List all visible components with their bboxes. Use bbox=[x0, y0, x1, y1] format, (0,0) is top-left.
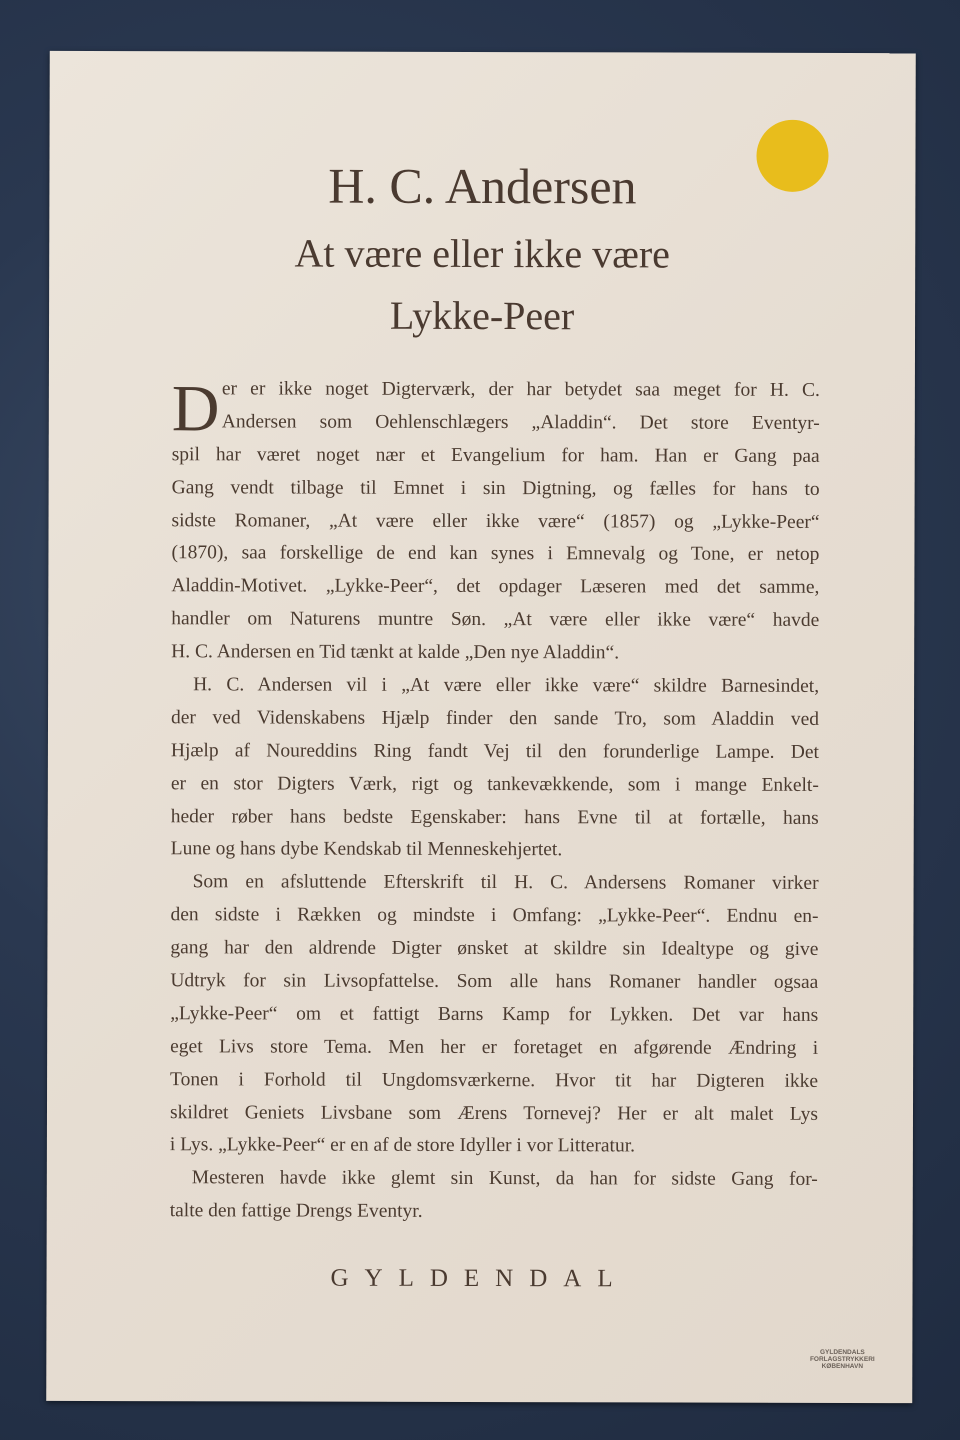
stamp-line: KØBENHAVN bbox=[821, 1362, 864, 1371]
text-line: er en stor Digters Værk, rigt og tankevækkende, som i mange Enkelt- bbox=[170, 772, 819, 796]
text-line: Mesteren havde ikke glemt sin Kunst, da han for sidste Gang for- bbox=[191, 1167, 818, 1191]
text-line: den sidste i Rækken og mindste i Omfang: „Lykke-Peer“. Endnu en- bbox=[170, 904, 819, 928]
text-line: der ved Videnskabens Hjælp finder den sande Tro, som Aladdin ved bbox=[170, 707, 820, 730]
text-line: Udtryk for sin Livsopfattelse. Som alle hans Romaner handler ogsaa bbox=[170, 970, 819, 993]
text-line: spil har været noget nær et Evangelium for ham. Han er Gang paa bbox=[171, 443, 820, 467]
text-line: Aladdin-Motivet. „Lykke-Peer“, det opdager Læseren med det samme, bbox=[171, 575, 820, 599]
stamp-line: FORLAGSTRYKKERI bbox=[809, 1355, 875, 1364]
text-line: i Lys. „Lykke-Peer“ er en af de store Idyller i vor Litteratur. bbox=[169, 1134, 636, 1157]
text-line: eget Livs store Tema. Men her er foretaget en afgørende Ændring i bbox=[170, 1035, 819, 1059]
stamp-line: GYLDENDALS bbox=[819, 1348, 865, 1357]
text-line: Lune og hans dybe Kendskab til Menneskehjertet. bbox=[170, 838, 563, 861]
book-title-2: Lykke-Peer bbox=[389, 292, 575, 339]
printer-stamp bbox=[794, 1349, 890, 1370]
text-line: Hjælp af Noureddins Ring fandt Vej til den forunderlige Lampe. Det bbox=[170, 739, 819, 763]
text-line: H. C. Andersen en Tid tænkt at kalde „Den nye Aladdin“. bbox=[171, 641, 620, 664]
text-line: Andersen som Oehlenschlægers „Aladdin“. Det store Eventyr- bbox=[221, 411, 820, 434]
text-line: „Lykke-Peer“ om et fattigt Barns Kamp for Lykken. Det var hans bbox=[170, 1003, 819, 1026]
text-line: skildret Geniets Livsbane som Ærens Tornevej? Her er alt malet Lys bbox=[169, 1101, 819, 1125]
text-line: gang har den aldrende Digter ønsket at skildre sin Idealtype og give bbox=[170, 937, 819, 961]
text-line: Gang vendt tilbage til Emnet i sin Digtning, og fælles for hans to bbox=[171, 476, 820, 500]
text-line: Som en afsluttende Efterskrift til H. C. Andersens Romaner virker bbox=[192, 871, 819, 895]
text-line: sidste Romaner, „At være eller ikke være“ (1857) og „Lykke-Peer“ bbox=[171, 509, 820, 533]
author-title: H. C. Andersen bbox=[328, 157, 637, 215]
text-line: er er ikke noget Digterværk, der har betydet saa meget for H. C. bbox=[221, 378, 820, 401]
drop-cap: D bbox=[171, 372, 220, 446]
text-line: talte den fattige Drengs Eventyr. bbox=[169, 1200, 423, 1223]
text-line: Tonen i Forhold til Ungdomsværkerne. Hvor tit har Digteren ikke bbox=[170, 1068, 819, 1092]
blurb-text bbox=[170, 373, 820, 1230]
publisher-name: GYLDENDAL bbox=[330, 1264, 629, 1293]
text-line: heder røber hans bedste Egenskaber: hans Evne til at fortælle, hans bbox=[170, 805, 819, 829]
text-line: (1870), saa forskellige de end kan synes i Emnevalg og Tone, er netop bbox=[171, 542, 820, 566]
book-title-1: At være eller ikke være bbox=[294, 230, 671, 277]
book-back-cover bbox=[46, 51, 916, 1403]
text-line: handler om Naturens muntre Søn. „At være eller ikke være“ havde bbox=[171, 608, 820, 632]
text-line: H. C. Andersen vil i „At være eller ikke være“ skildre Barnesindet, bbox=[193, 674, 820, 697]
